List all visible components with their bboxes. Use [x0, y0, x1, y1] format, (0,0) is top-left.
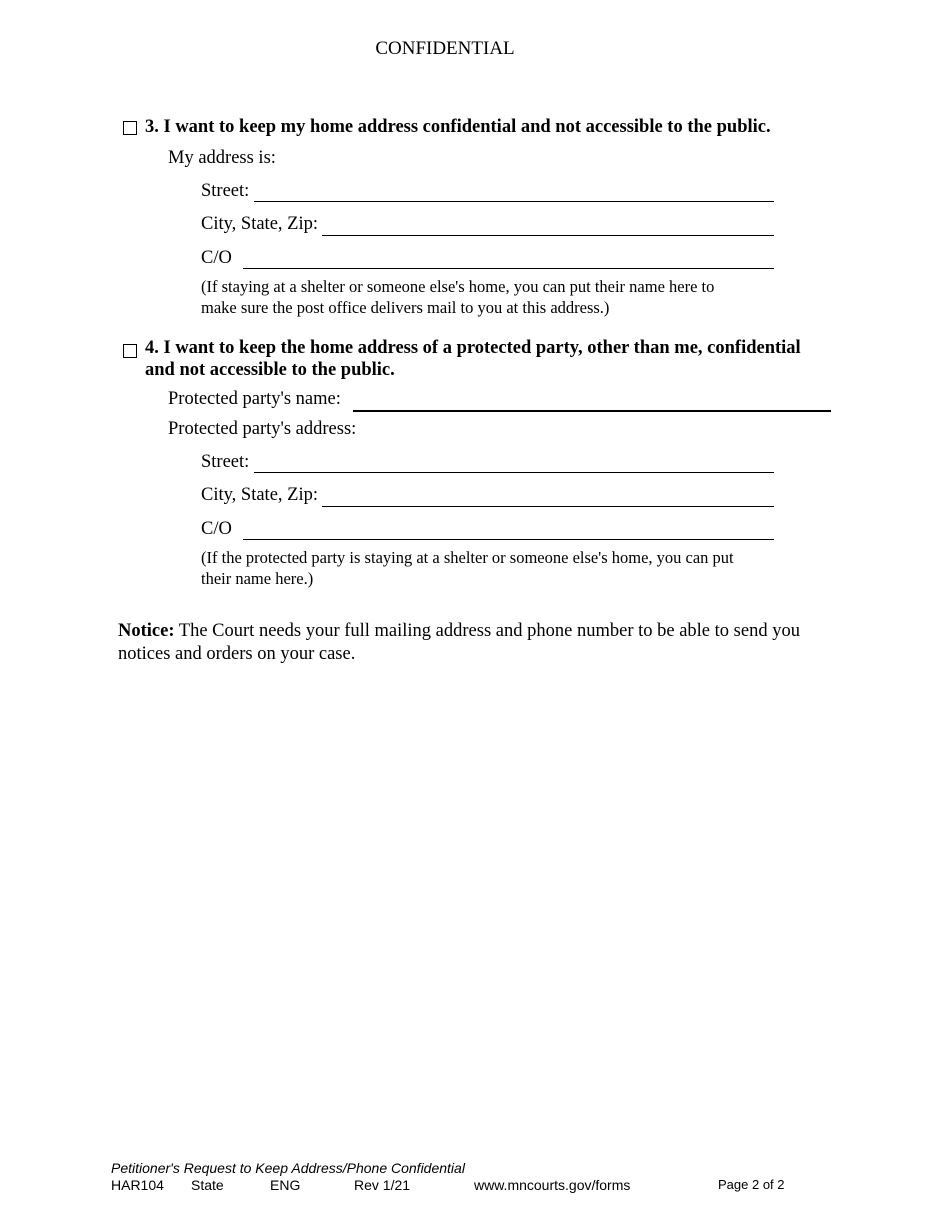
footer-language: ENG [270, 1177, 301, 1193]
notice-paragraph [118, 620, 838, 666]
section-3-help-line-1: (If staying at a shelter or someone else's home, you can put their name here to [201, 277, 715, 296]
footer-jurisdiction: State [191, 1177, 224, 1193]
section-4-city-label: City, State, Zip: [201, 485, 318, 505]
section-3-street-field[interactable] [254, 201, 774, 202]
section-4-street-label: Street: [201, 452, 250, 472]
section-4-question-line-1: 4. I want to keep the home address of a protected party, other than me, confidential [145, 338, 801, 358]
section-4-help-line-1: (If the protected party is staying at a shelter or someone else's home, you can put [201, 548, 734, 567]
section-4-question-line-2: and not accessible to the public. [145, 360, 395, 380]
section-4-help-line-2: their name here.) [201, 569, 314, 588]
section-4-city-field[interactable] [322, 506, 774, 507]
protected-party-address-label: Protected party's address: [168, 419, 357, 439]
section-3-co-field[interactable] [243, 268, 774, 269]
section-4-checkbox[interactable] [123, 344, 137, 358]
protected-party-name-label: Protected party's name: [168, 389, 341, 409]
footer-website: www.mncourts.gov/forms [474, 1177, 631, 1193]
notice-text: The Court needs your full mailing address and phone number to be able to send you notices and orders on your case. [118, 621, 800, 664]
section-3-checkbox[interactable] [123, 121, 137, 135]
footer-form-code: HAR104 [111, 1177, 164, 1193]
section-3-co-label: C/O [201, 248, 232, 268]
protected-party-name-field[interactable] [353, 410, 831, 412]
section-3-city-label: City, State, Zip: [201, 214, 318, 234]
notice-label: Notice: [118, 621, 175, 641]
footer-revision: Rev 1/21 [354, 1177, 411, 1193]
footer-form-title: Petitioner's Request to Keep Address/Phone Confidential [111, 1160, 465, 1176]
footer-page-number: Page 2 of 2 [718, 1177, 785, 1192]
section-4-co-label: C/O [201, 519, 232, 539]
section-3-question: 3. I want to keep my home address confidential and not accessible to the public. [145, 117, 771, 137]
section-3-street-label: Street: [201, 181, 250, 201]
page-title: CONFIDENTIAL [375, 38, 515, 59]
section-3-help-line-2: make sure the post office delivers mail to you at this address.) [201, 298, 610, 317]
section-4-co-field[interactable] [243, 539, 774, 540]
section-3-city-field[interactable] [322, 235, 774, 236]
section-4-street-field[interactable] [254, 472, 774, 473]
section-3-intro: My address is: [168, 148, 276, 168]
